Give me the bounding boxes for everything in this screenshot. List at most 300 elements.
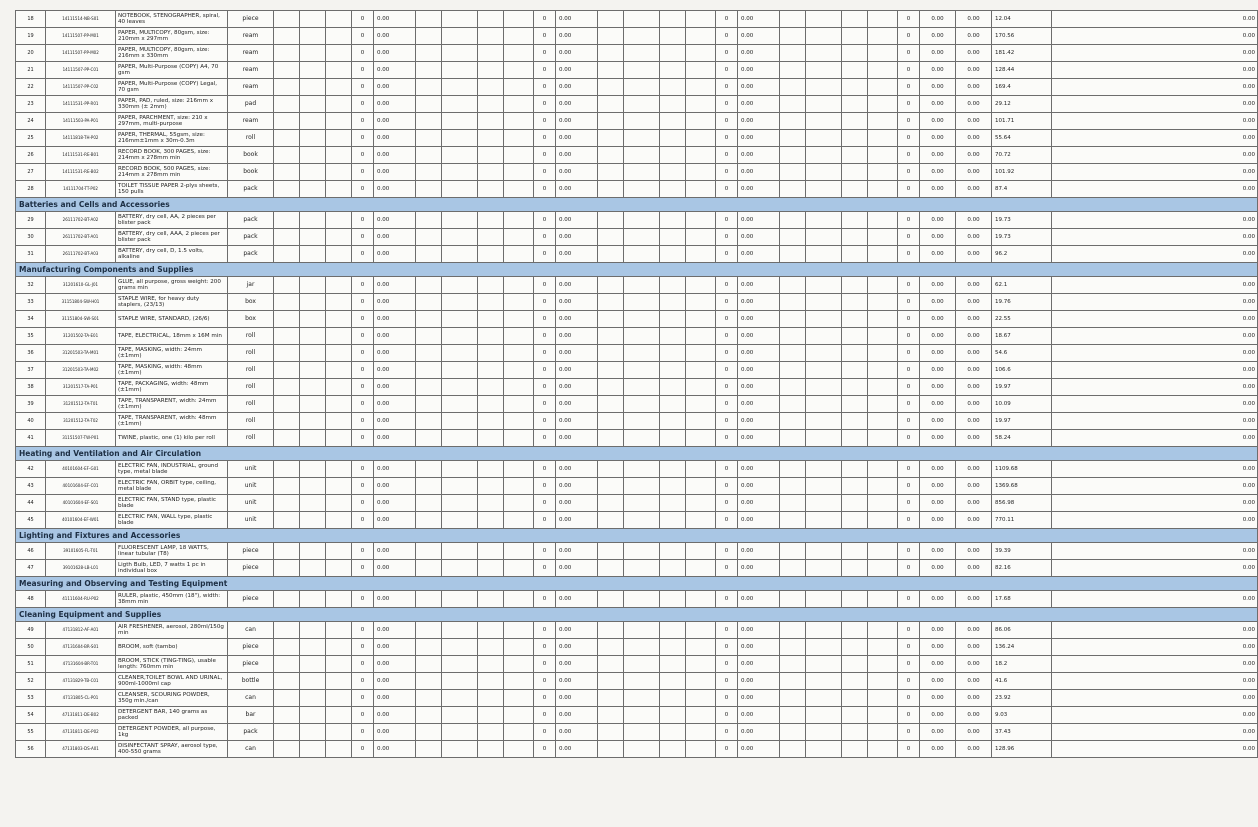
- item-code: 26111702-BT-A01: [46, 229, 116, 246]
- empty-cell: [478, 707, 504, 724]
- empty-cell: [300, 724, 326, 741]
- item-code: 31201503-TA-M02: [46, 362, 116, 379]
- total-quantity: 0: [898, 345, 920, 362]
- quarter-amount: 0.00: [738, 543, 780, 560]
- empty-cell: [842, 147, 868, 164]
- total-amount: 0.00: [920, 512, 956, 529]
- quarter-amount: 0.00: [556, 113, 598, 130]
- empty-cell: [842, 591, 868, 608]
- empty-cell: [478, 130, 504, 147]
- empty-cell: [598, 113, 624, 130]
- quarter-quantity: 0: [534, 164, 556, 181]
- grand-amount: 0.00: [956, 639, 992, 656]
- item-unit: book: [228, 147, 274, 164]
- item-unit: pack: [228, 724, 274, 741]
- total-amount: 0.00: [920, 96, 956, 113]
- empty-cell: [504, 362, 534, 379]
- quarter-amount: 0.00: [738, 147, 780, 164]
- line-total: 0.00: [1052, 622, 1258, 639]
- quarter-amount: 0.00: [738, 212, 780, 229]
- empty-cell: [416, 212, 442, 229]
- empty-cell: [842, 246, 868, 263]
- empty-cell: [274, 724, 300, 741]
- quarter-amount: 0.00: [738, 328, 780, 345]
- item-unit: piece: [228, 560, 274, 577]
- empty-cell: [806, 560, 842, 577]
- empty-cell: [780, 591, 806, 608]
- empty-cell: [842, 28, 868, 45]
- empty-cell: [478, 478, 504, 495]
- unit-price: 128.44: [992, 62, 1052, 79]
- empty-cell: [442, 461, 478, 478]
- empty-cell: [780, 724, 806, 741]
- quarter-quantity: 0: [534, 294, 556, 311]
- empty-cell: [326, 147, 352, 164]
- empty-cell: [868, 622, 898, 639]
- quarter-amount: 0.00: [374, 328, 416, 345]
- empty-cell: [478, 362, 504, 379]
- empty-cell: [326, 113, 352, 130]
- empty-cell: [274, 656, 300, 673]
- quarter-amount: 0.00: [556, 673, 598, 690]
- quarter-amount: 0.00: [556, 28, 598, 45]
- quarter-amount: 0.00: [374, 512, 416, 529]
- empty-cell: [300, 543, 326, 560]
- quarter-quantity: 0: [534, 130, 556, 147]
- item-unit: piece: [228, 11, 274, 28]
- grand-amount: 0.00: [956, 707, 992, 724]
- empty-cell: [686, 113, 716, 130]
- line-total: 0.00: [1052, 690, 1258, 707]
- empty-cell: [686, 311, 716, 328]
- empty-cell: [868, 741, 898, 758]
- empty-cell: [478, 673, 504, 690]
- empty-cell: [478, 512, 504, 529]
- item-number: 31: [16, 246, 46, 263]
- total-quantity: 0: [898, 430, 920, 447]
- empty-cell: [806, 461, 842, 478]
- empty-cell: [806, 707, 842, 724]
- empty-cell: [598, 96, 624, 113]
- quarter-amount: 0.00: [556, 45, 598, 62]
- quarter-quantity: 0: [534, 741, 556, 758]
- quarter-quantity: 0: [352, 707, 374, 724]
- empty-cell: [300, 246, 326, 263]
- quarter-quantity: 0: [716, 430, 738, 447]
- total-amount: 0.00: [920, 311, 956, 328]
- quarter-amount: 0.00: [738, 181, 780, 198]
- empty-cell: [416, 413, 442, 430]
- unit-price: 41.6: [992, 673, 1052, 690]
- empty-cell: [806, 79, 842, 96]
- item-description: DETERGENT POWDER, all purpose, 1kg: [116, 724, 228, 741]
- item-code: 40101604-EF-W01: [46, 512, 116, 529]
- empty-cell: [868, 362, 898, 379]
- empty-cell: [416, 181, 442, 198]
- item-row: [16, 724, 1258, 741]
- empty-cell: [806, 229, 842, 246]
- empty-cell: [780, 11, 806, 28]
- empty-cell: [842, 45, 868, 62]
- empty-cell: [478, 560, 504, 577]
- line-total: 0.00: [1052, 28, 1258, 45]
- line-total: 0.00: [1052, 724, 1258, 741]
- item-unit: pack: [228, 212, 274, 229]
- empty-cell: [478, 724, 504, 741]
- empty-cell: [274, 707, 300, 724]
- empty-cell: [660, 495, 686, 512]
- item-code: 14111531-RE-B02: [46, 164, 116, 181]
- empty-cell: [780, 96, 806, 113]
- empty-cell: [686, 45, 716, 62]
- empty-cell: [842, 724, 868, 741]
- item-code: 40101604-EF-C01: [46, 478, 116, 495]
- empty-cell: [624, 311, 660, 328]
- empty-cell: [300, 62, 326, 79]
- empty-cell: [478, 45, 504, 62]
- item-code: 31151804-SW-H01: [46, 294, 116, 311]
- empty-cell: [842, 396, 868, 413]
- quarter-amount: 0.00: [738, 591, 780, 608]
- item-number: 38: [16, 379, 46, 396]
- empty-cell: [504, 246, 534, 263]
- empty-cell: [868, 495, 898, 512]
- empty-cell: [780, 79, 806, 96]
- quarter-quantity: 0: [716, 413, 738, 430]
- grand-amount: 0.00: [956, 229, 992, 246]
- empty-cell: [326, 311, 352, 328]
- quarter-amount: 0.00: [738, 45, 780, 62]
- quarter-amount: 0.00: [556, 277, 598, 294]
- quarter-quantity: 0: [716, 690, 738, 707]
- empty-cell: [624, 673, 660, 690]
- total-quantity: 0: [898, 512, 920, 529]
- total-quantity: 0: [898, 413, 920, 430]
- empty-cell: [300, 639, 326, 656]
- item-code: 47131829-TB-C01: [46, 673, 116, 690]
- total-quantity: 0: [898, 164, 920, 181]
- quarter-amount: 0.00: [374, 495, 416, 512]
- item-row: [16, 690, 1258, 707]
- item-number: 49: [16, 622, 46, 639]
- quarter-quantity: 0: [352, 362, 374, 379]
- quarter-quantity: 0: [716, 113, 738, 130]
- item-description: TAPE, PACKAGING, width: 48mm (±1mm): [116, 379, 228, 396]
- total-quantity: 0: [898, 130, 920, 147]
- empty-cell: [686, 512, 716, 529]
- empty-cell: [274, 96, 300, 113]
- item-code: 26111702-BT-A03: [46, 246, 116, 263]
- item-row: [16, 62, 1258, 79]
- line-total: 0.00: [1052, 741, 1258, 758]
- item-number: 51: [16, 656, 46, 673]
- empty-cell: [416, 164, 442, 181]
- empty-cell: [300, 622, 326, 639]
- empty-cell: [442, 11, 478, 28]
- empty-cell: [300, 413, 326, 430]
- empty-cell: [660, 79, 686, 96]
- empty-cell: [780, 673, 806, 690]
- line-total: 0.00: [1052, 478, 1258, 495]
- item-code: 47131604-BR-T01: [46, 656, 116, 673]
- item-code: 31201503-TA-M01: [46, 345, 116, 362]
- empty-cell: [326, 512, 352, 529]
- empty-cell: [780, 656, 806, 673]
- item-code: 40101604-EF-G01: [46, 461, 116, 478]
- empty-cell: [660, 512, 686, 529]
- empty-cell: [842, 461, 868, 478]
- quarter-amount: 0.00: [738, 345, 780, 362]
- empty-cell: [504, 656, 534, 673]
- empty-cell: [598, 28, 624, 45]
- empty-cell: [300, 478, 326, 495]
- total-quantity: 0: [898, 560, 920, 577]
- empty-cell: [686, 591, 716, 608]
- empty-cell: [598, 379, 624, 396]
- empty-cell: [416, 430, 442, 447]
- quarter-quantity: 0: [716, 277, 738, 294]
- item-number: 23: [16, 96, 46, 113]
- empty-cell: [806, 28, 842, 45]
- empty-cell: [274, 181, 300, 198]
- empty-cell: [478, 430, 504, 447]
- empty-cell: [598, 639, 624, 656]
- empty-cell: [686, 673, 716, 690]
- empty-cell: [326, 11, 352, 28]
- quarter-amount: 0.00: [738, 246, 780, 263]
- empty-cell: [478, 741, 504, 758]
- empty-cell: [478, 212, 504, 229]
- quarter-quantity: 0: [534, 362, 556, 379]
- quarter-quantity: 0: [352, 328, 374, 345]
- quarter-quantity: 0: [716, 543, 738, 560]
- item-number: 25: [16, 130, 46, 147]
- item-row: [16, 512, 1258, 529]
- empty-cell: [806, 212, 842, 229]
- empty-cell: [842, 294, 868, 311]
- quarter-amount: 0.00: [374, 45, 416, 62]
- empty-cell: [274, 396, 300, 413]
- empty-cell: [806, 11, 842, 28]
- item-description: BATTERY, dry cell, AA, 2 pieces per blister pack: [116, 212, 228, 229]
- item-description: RECORD BOOK, 300 PAGES, size: 214mm x 278mm min: [116, 147, 228, 164]
- item-row: [16, 396, 1258, 413]
- empty-cell: [806, 622, 842, 639]
- item-code: 14111531-PP-R01: [46, 96, 116, 113]
- quarter-amount: 0.00: [374, 362, 416, 379]
- empty-cell: [842, 495, 868, 512]
- empty-cell: [806, 543, 842, 560]
- item-description: RULER, plastic, 450mm (18"), width: 38mm min: [116, 591, 228, 608]
- quarter-amount: 0.00: [738, 11, 780, 28]
- empty-cell: [504, 147, 534, 164]
- empty-cell: [504, 11, 534, 28]
- empty-cell: [842, 362, 868, 379]
- quarter-quantity: 0: [352, 28, 374, 45]
- empty-cell: [842, 130, 868, 147]
- quarter-amount: 0.00: [374, 478, 416, 495]
- quarter-quantity: 0: [352, 413, 374, 430]
- empty-cell: [624, 707, 660, 724]
- unit-price: 87.4: [992, 181, 1052, 198]
- empty-cell: [478, 379, 504, 396]
- item-number: 54: [16, 707, 46, 724]
- empty-cell: [274, 45, 300, 62]
- empty-cell: [868, 328, 898, 345]
- item-row: [16, 311, 1258, 328]
- item-row: [16, 656, 1258, 673]
- empty-cell: [300, 277, 326, 294]
- empty-cell: [442, 246, 478, 263]
- empty-cell: [624, 656, 660, 673]
- line-total: 0.00: [1052, 345, 1258, 362]
- empty-cell: [274, 622, 300, 639]
- total-quantity: 0: [898, 11, 920, 28]
- item-number: 48: [16, 591, 46, 608]
- item-unit: pack: [228, 229, 274, 246]
- empty-cell: [274, 113, 300, 130]
- empty-cell: [478, 328, 504, 345]
- quarter-quantity: 0: [716, 656, 738, 673]
- quarter-quantity: 0: [352, 690, 374, 707]
- category-title: Cleaning Equipment and Supplies: [16, 608, 1258, 622]
- item-code: 47131805-CL-P01: [46, 690, 116, 707]
- empty-cell: [868, 413, 898, 430]
- item-number: 32: [16, 277, 46, 294]
- total-quantity: 0: [898, 495, 920, 512]
- quarter-amount: 0.00: [556, 396, 598, 413]
- item-unit: ream: [228, 113, 274, 130]
- item-unit: unit: [228, 461, 274, 478]
- empty-cell: [442, 430, 478, 447]
- unit-price: 770.11: [992, 512, 1052, 529]
- total-amount: 0.00: [920, 113, 956, 130]
- empty-cell: [504, 45, 534, 62]
- quarter-quantity: 0: [716, 311, 738, 328]
- quarter-amount: 0.00: [738, 690, 780, 707]
- total-amount: 0.00: [920, 495, 956, 512]
- line-total: 0.00: [1052, 130, 1258, 147]
- quarter-amount: 0.00: [738, 130, 780, 147]
- grand-amount: 0.00: [956, 741, 992, 758]
- empty-cell: [326, 45, 352, 62]
- quarter-amount: 0.00: [738, 164, 780, 181]
- item-unit: roll: [228, 130, 274, 147]
- grand-amount: 0.00: [956, 164, 992, 181]
- empty-cell: [598, 45, 624, 62]
- grand-amount: 0.00: [956, 543, 992, 560]
- empty-cell: [660, 345, 686, 362]
- empty-cell: [598, 79, 624, 96]
- quarter-quantity: 0: [716, 181, 738, 198]
- empty-cell: [686, 62, 716, 79]
- empty-cell: [300, 328, 326, 345]
- empty-cell: [598, 543, 624, 560]
- grand-amount: 0.00: [956, 495, 992, 512]
- empty-cell: [806, 181, 842, 198]
- line-total: 0.00: [1052, 396, 1258, 413]
- empty-cell: [274, 147, 300, 164]
- quarter-quantity: 0: [716, 328, 738, 345]
- empty-cell: [300, 741, 326, 758]
- empty-cell: [326, 181, 352, 198]
- empty-cell: [274, 379, 300, 396]
- empty-cell: [806, 495, 842, 512]
- quarter-quantity: 0: [352, 673, 374, 690]
- quarter-amount: 0.00: [556, 560, 598, 577]
- total-quantity: 0: [898, 79, 920, 96]
- quarter-amount: 0.00: [556, 656, 598, 673]
- item-unit: ream: [228, 45, 274, 62]
- empty-cell: [274, 362, 300, 379]
- quarter-amount: 0.00: [556, 724, 598, 741]
- quarter-quantity: 0: [352, 478, 374, 495]
- quarter-amount: 0.00: [556, 328, 598, 345]
- item-number: 56: [16, 741, 46, 758]
- empty-cell: [780, 622, 806, 639]
- price-schedule-table: [15, 10, 1258, 758]
- unit-price: 106.6: [992, 362, 1052, 379]
- item-description: DETERGENT BAR, 140 grams as packed: [116, 707, 228, 724]
- empty-cell: [478, 396, 504, 413]
- grand-amount: 0.00: [956, 345, 992, 362]
- quarter-quantity: 0: [716, 246, 738, 263]
- empty-cell: [416, 560, 442, 577]
- empty-cell: [326, 707, 352, 724]
- empty-cell: [806, 147, 842, 164]
- empty-cell: [478, 639, 504, 656]
- empty-cell: [478, 690, 504, 707]
- quarter-quantity: 0: [534, 512, 556, 529]
- empty-cell: [598, 673, 624, 690]
- item-unit: ream: [228, 62, 274, 79]
- empty-cell: [842, 379, 868, 396]
- quarter-amount: 0.00: [374, 461, 416, 478]
- quarter-quantity: 0: [352, 560, 374, 577]
- quarter-amount: 0.00: [738, 724, 780, 741]
- empty-cell: [868, 11, 898, 28]
- empty-cell: [868, 113, 898, 130]
- empty-cell: [624, 560, 660, 577]
- quarter-amount: 0.00: [738, 413, 780, 430]
- empty-cell: [504, 690, 534, 707]
- unit-price: 18.2: [992, 656, 1052, 673]
- grand-amount: 0.00: [956, 512, 992, 529]
- item-description: PAPER, PARCHMENT, size: 210 x 297mm, multi-purpose: [116, 113, 228, 130]
- empty-cell: [274, 328, 300, 345]
- total-quantity: 0: [898, 62, 920, 79]
- empty-cell: [660, 362, 686, 379]
- empty-cell: [478, 413, 504, 430]
- empty-cell: [504, 277, 534, 294]
- total-amount: 0.00: [920, 461, 956, 478]
- item-number: 27: [16, 164, 46, 181]
- empty-cell: [300, 560, 326, 577]
- empty-cell: [416, 543, 442, 560]
- total-amount: 0.00: [920, 328, 956, 345]
- empty-cell: [274, 495, 300, 512]
- empty-cell: [416, 379, 442, 396]
- empty-cell: [660, 96, 686, 113]
- unit-price: 12.04: [992, 11, 1052, 28]
- item-row: [16, 11, 1258, 28]
- line-total: 0.00: [1052, 113, 1258, 130]
- empty-cell: [274, 512, 300, 529]
- unit-price: 39.39: [992, 543, 1052, 560]
- unit-price: 82.16: [992, 560, 1052, 577]
- empty-cell: [868, 673, 898, 690]
- empty-cell: [806, 379, 842, 396]
